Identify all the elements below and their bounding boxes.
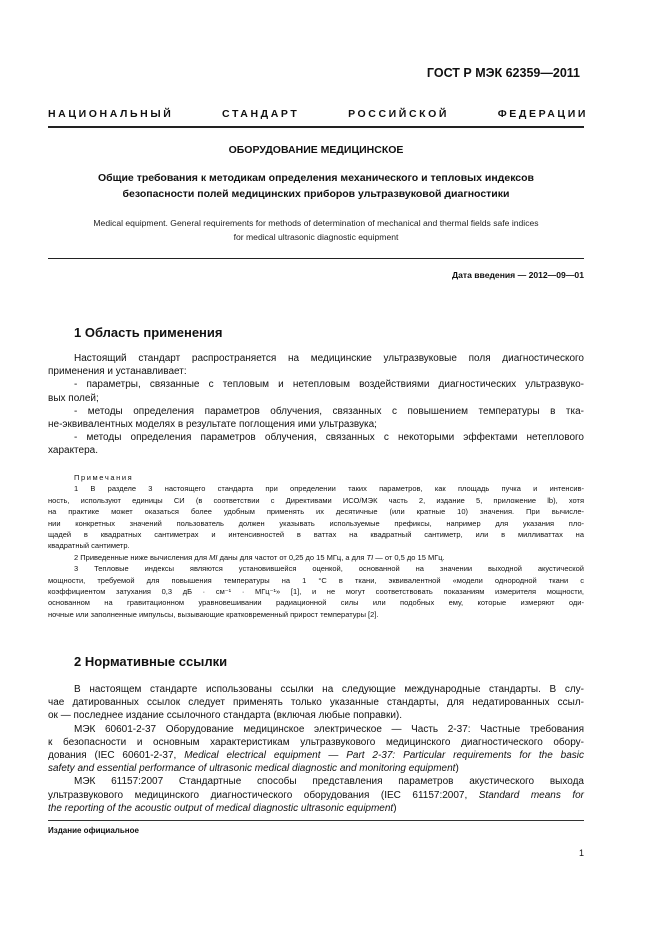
note-text: 2 Приведенные ниже вычисления для <box>74 552 210 562</box>
note-line: квадратный сантиметр. <box>48 541 130 551</box>
note-line: ность, используют единицы СИ (в соответствии с Директивами ИСО/МЭК часть 2, издание 5, приложение lb), хотя <box>48 495 584 505</box>
note-text: — от 0,5 до 15 МГц. <box>373 552 445 562</box>
section-1-heading: 1 Область применения <box>74 325 223 340</box>
mi-symbol: MI <box>209 552 218 562</box>
paragraph-line: - методы определения параметров облучения, связанных с повышением температуры в тка- <box>74 405 584 417</box>
paragraph-line: ок — последнее издание ссылочного стандарта (включая любые поправки). <box>48 710 403 722</box>
document-code: ГОСТ Р МЭК 62359—2011 <box>426 66 580 80</box>
paragraph-line <box>48 749 584 762</box>
footer-divider <box>48 820 584 821</box>
section-1-body <box>48 352 584 458</box>
document-title: ОБОРУДОВАНИЕ МЕДИЦИНСКОЕ <box>228 144 404 156</box>
paragraph-line: характера. <box>48 445 98 457</box>
ti-symbol: TI <box>366 552 374 562</box>
paragraph-line: применения и устанавливает: <box>48 366 187 378</box>
note-line: нии конкретных значений пользователь должен указывать используемые префиксы, например для указания пло- <box>48 518 584 528</box>
document-subtitle <box>60 170 572 202</box>
paragraph-line: не-эквивалентных моделях в результате поглощения ими ультразвука; <box>48 419 377 431</box>
paragraph-line: МЭК 60601-2-37 Оборудование медицинское электрическое — Часть 2-37: Частные требования <box>74 723 584 735</box>
page-number: 1 <box>578 848 584 858</box>
date-of-introduction: Дата введения — 2012—09—01 <box>451 270 584 280</box>
national-standard-header: НАЦИОНАЛЬНЫЙ СТАНДАРТ РОССИЙСКОЙ ФЕДЕРАЦИИ <box>48 108 588 120</box>
note-line: основанном на гравитационном уравновешивании радиационной силы или подобных ему, которые измеряют оди- <box>48 598 584 608</box>
ref-text: дования (IEC 60601-2-37, <box>48 750 185 762</box>
ref-text: ультразвукового медицинского диагностического оборудования (IEC 61157:2007, <box>48 789 479 801</box>
ref-text: ) <box>393 802 397 814</box>
paragraph-line: МЭК 61157:2007 Стандартные способы представления параметров акустического выхода <box>74 776 584 788</box>
paragraph-line: - методы определения параметров облучения, связанных с некоторыми эффектами нетеплового <box>74 432 584 444</box>
title-divider <box>48 258 584 259</box>
paragraph-line: к безопасности и основным характеристикам ультразвукового медицинского диагностического обору- <box>48 736 584 748</box>
note-line: на практике может оказаться более удобным применять их десятичные (или кратные 10) значения. При вычисле- <box>48 507 584 517</box>
note-line <box>48 552 584 563</box>
note-line: коэффициентом затухания 0,3 дБ · см⁻¹ · МГц⁻¹» [1], и не могут соответствовать показаниям измерителя мощности, <box>48 587 584 597</box>
paragraph-line: - параметры, связанные с тепловым и нетепловым воздействиями диагностических ультразвуко- <box>74 379 584 391</box>
english-title-line: for medical ultrasonic diagnostic equipment <box>233 232 399 242</box>
ref-title-italic: safety and essential performance of ultrasonic medical diagnostic and monitoring equipment <box>48 763 456 775</box>
section-2-body <box>48 683 584 815</box>
ref-title-italic: Standard means for <box>478 789 584 801</box>
paragraph-line <box>48 802 584 815</box>
ref-title-italic: the reporting of the acoustic output of medical diagnostic ultrasonic equipment <box>48 802 394 814</box>
subtitle-line: Общие требования к методикам определения механического и тепловых индексов <box>97 172 535 184</box>
subtitle-line: безопасности полей медицинских приборов ультразвуковой диагностики <box>122 188 510 200</box>
official-edition-label: Издание официальное <box>48 826 139 835</box>
note-line: 3 Тепловые индексы являются установившейся оценкой, основанной на значении выходной акустической <box>74 564 584 574</box>
ref-title-italic: Medical electrical equipment — Part 2-37: Particular requirements for the basic <box>184 750 584 762</box>
paragraph-line <box>48 762 584 775</box>
paragraph-line: В настоящем стандарте использованы ссылки на следующие международные стандарты. В слу- <box>74 684 584 695</box>
note-text: даны для частот от 0,25 до 15 МГц, а для <box>217 552 367 562</box>
paragraph-line: вых полей; <box>48 392 99 404</box>
paragraph-line: Настоящий стандарт распространяется на медицинские ультразвуковые поля диагностического <box>74 353 584 364</box>
paragraph-line <box>48 789 584 802</box>
note-line: 1 В разделе 3 настоящего стандарта при определении таких параметров, как площадь пучка и интенсив- <box>74 484 584 494</box>
english-title <box>48 216 584 244</box>
section-2-heading: 2 Нормативные ссылки <box>74 654 228 669</box>
notes-heading: Примечания <box>74 473 134 482</box>
english-title-line: Medical equipment. General requirements for methods of determination of mechanical and thermal fields safe indices <box>93 218 539 228</box>
paragraph-line: чае датированных ссылок следует применять только указанные стандарты, для недатированных ссыл- <box>48 697 584 709</box>
top-divider <box>48 126 584 128</box>
note-line: щадей в квадратных сантиметрах и интенсивностей в ваттах на квадратный сантиметр, или в милливаттах на <box>48 530 584 540</box>
ref-text: ) <box>455 763 459 775</box>
note-line: мощности, требуемой для повышения температуры на 1 °С в ткани, эквивалентной «модели однородной ткани с <box>48 575 584 585</box>
note-line: ночные или заполненные импульсы, вызывающие кратковременный прирост температуры [2]. <box>48 609 379 619</box>
notes-block <box>48 472 584 620</box>
